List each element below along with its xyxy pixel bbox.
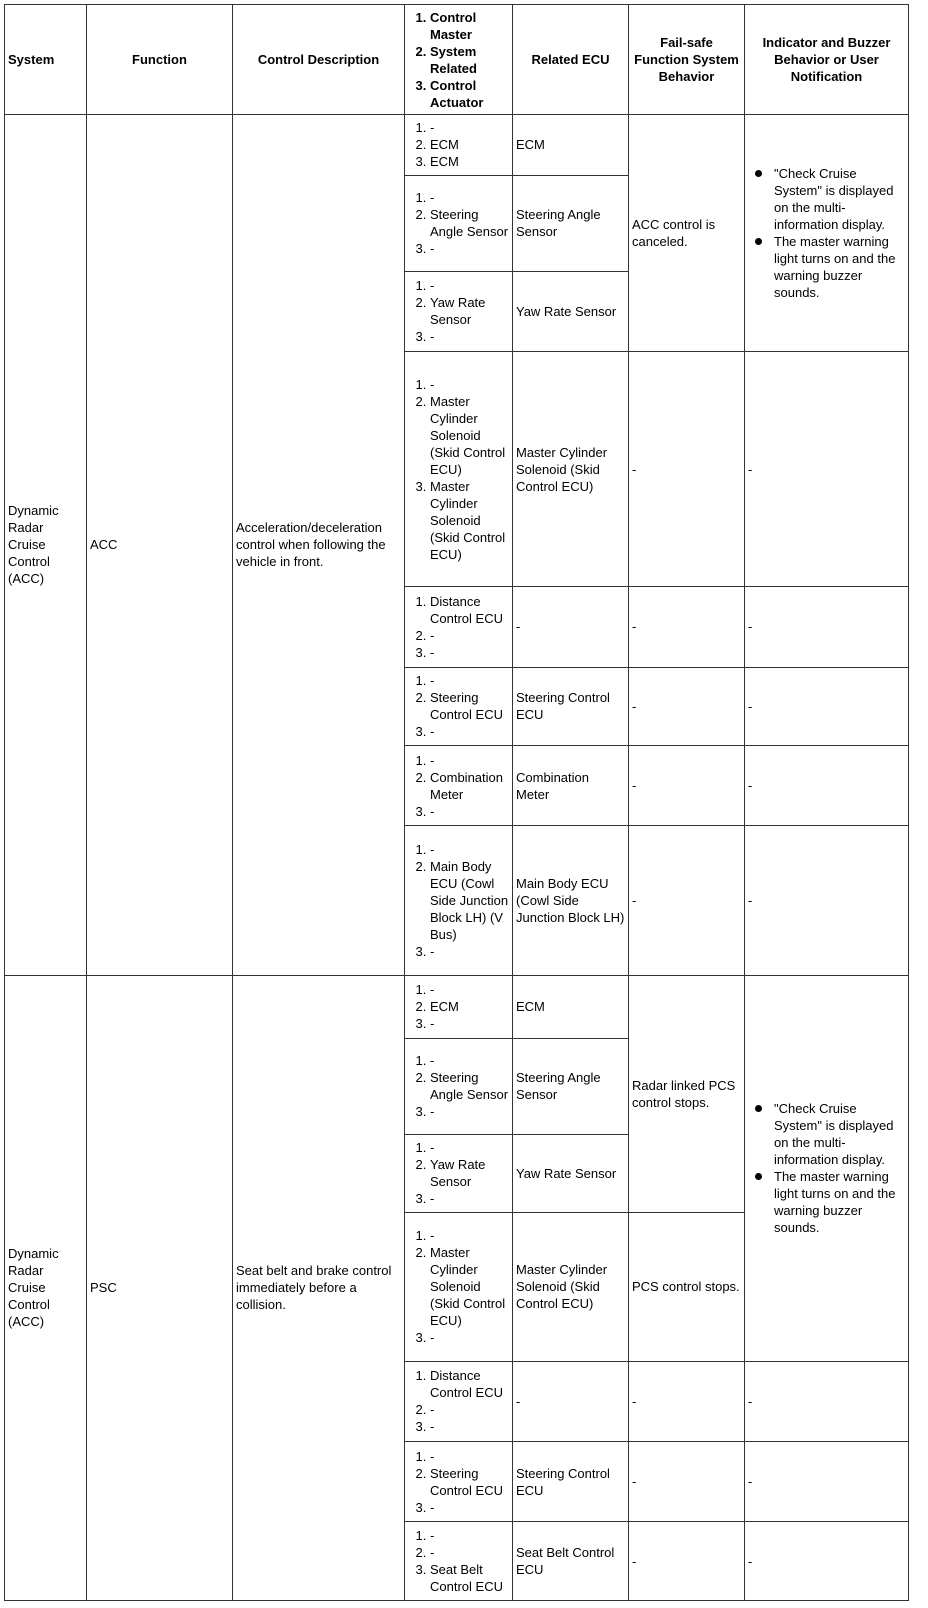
role-system-related: 2. - <box>430 1401 509 1418</box>
roles-cell <box>405 1134 513 1212</box>
indicator-list <box>748 165 905 301</box>
role-system-related: 2. Steering Control ECU <box>430 1465 509 1499</box>
system-cell: Dynamic Radar Cruise Control (ACC) <box>5 975 87 1600</box>
role-control-actuator: 3. - <box>430 1190 509 1207</box>
related-ecu-cell: Yaw Rate Sensor <box>513 1134 629 1212</box>
role-control-master: 1. - <box>430 1052 509 1069</box>
roles-cell <box>405 587 513 667</box>
role-system-related: 2. Master Cylinder Solenoid (Skid Control ECU) <box>430 393 509 478</box>
role-control-master: 1. - <box>430 752 509 769</box>
roles-cell <box>405 826 513 976</box>
failsafe-cell: - <box>629 352 745 587</box>
roles-list <box>408 1367 509 1435</box>
header-role-control-actuator: 3. Control Actuator <box>430 77 509 111</box>
role-control-master: 1. - <box>430 1448 509 1465</box>
role-system-related: 2. ECM <box>430 136 509 153</box>
role-system-related: 2. ECM <box>430 998 509 1015</box>
roles-list <box>408 277 509 345</box>
role-control-master: 1. - <box>430 981 509 998</box>
role-control-actuator: 3. - <box>430 803 509 820</box>
indicator-cell: - <box>745 667 909 745</box>
header-row <box>5 5 909 115</box>
function-cell: PSC <box>87 975 233 1600</box>
related-ecu-cell: - <box>513 587 629 667</box>
indicator-cell: - <box>745 826 909 976</box>
roles-cell <box>405 352 513 587</box>
related-ecu-cell: Master Cylinder Solenoid (Skid Control ECU) <box>513 1213 629 1361</box>
related-ecu-cell: ECM <box>513 975 629 1038</box>
roles-list <box>408 189 509 257</box>
related-ecu-cell: Steering Control ECU <box>513 1442 629 1522</box>
role-control-master: 1. - <box>430 672 509 689</box>
header-control-description: Control Description <box>233 5 405 115</box>
header-roles-list <box>408 9 509 111</box>
system-function-table <box>4 4 909 1601</box>
role-control-actuator: 3. - <box>430 328 509 345</box>
function-cell: ACC <box>87 115 233 976</box>
indicator-cell: - <box>745 1361 909 1441</box>
role-system-related: 2. Main Body ECU (Cowl Side Junction Block LH) (V Bus) <box>430 858 509 943</box>
indicator-item: The master warning light turns on and the warning buzzer sounds. <box>774 233 905 301</box>
indicator-item: "Check Cruise System" is displayed on the multi-information display. <box>774 1100 905 1168</box>
role-control-actuator: 3. - <box>430 1499 509 1516</box>
failsafe-cell: - <box>629 1522 745 1601</box>
role-control-master: 1. - <box>430 1227 509 1244</box>
role-system-related: 2. Yaw Rate Sensor <box>430 294 509 328</box>
role-system-related: 2. Master Cylinder Solenoid (Skid Control ECU) <box>430 1244 509 1329</box>
failsafe-cell: - <box>629 746 745 826</box>
indicator-item: "Check Cruise System" is displayed on the multi-information display. <box>774 165 905 233</box>
role-control-actuator: 3. Master Cylinder Solenoid (Skid Control ECU) <box>430 478 509 563</box>
role-control-master: 1. - <box>430 376 509 393</box>
role-control-master: 1. - <box>430 841 509 858</box>
role-control-actuator: 3. Seat Belt Control ECU <box>430 1561 509 1595</box>
header-roles <box>405 5 513 115</box>
roles-list <box>408 376 509 563</box>
roles-list <box>408 1448 509 1516</box>
roles-cell <box>405 175 513 271</box>
roles-cell <box>405 975 513 1038</box>
role-system-related: 2. - <box>430 627 509 644</box>
header-system: System <box>5 5 87 115</box>
header-indicator: Indicator and Buzzer Behavior or User Notification <box>745 5 909 115</box>
indicator-cell: - <box>745 352 909 587</box>
related-ecu-cell: Combination Meter <box>513 746 629 826</box>
description-cell: Acceleration/deceleration control when following the vehicle in front. <box>233 115 405 976</box>
related-ecu-cell: Yaw Rate Sensor <box>513 271 629 351</box>
roles-list <box>408 1052 509 1120</box>
role-control-actuator: 3. - <box>430 1329 509 1346</box>
role-system-related: 2. Yaw Rate Sensor <box>430 1156 509 1190</box>
related-ecu-cell: Main Body ECU (Cowl Side Junction Block LH) <box>513 826 629 976</box>
indicator-cell: - <box>745 1442 909 1522</box>
indicator-cell: - <box>745 746 909 826</box>
failsafe-cell: - <box>629 667 745 745</box>
role-system-related: 2. Steering Angle Sensor <box>430 206 509 240</box>
role-control-master: 1. - <box>430 277 509 294</box>
table-row <box>5 975 909 1038</box>
header-failsafe: Fail-safe Function System Behavior <box>629 5 745 115</box>
role-control-actuator: 3. ECM <box>430 153 509 170</box>
roles-list <box>408 841 509 960</box>
indicator-cell: - <box>745 587 909 667</box>
role-control-actuator: 3. - <box>430 644 509 661</box>
roles-cell <box>405 1213 513 1361</box>
roles-list <box>408 752 509 820</box>
role-control-master: 1. - <box>430 189 509 206</box>
role-control-master: 1. - <box>430 1139 509 1156</box>
roles-cell <box>405 746 513 826</box>
header-role-control-master: 1. Control Master <box>430 9 509 43</box>
role-control-actuator: 3. - <box>430 723 509 740</box>
role-system-related: 2. - <box>430 1544 509 1561</box>
indicator-list <box>748 1100 905 1236</box>
role-control-master: 1. - <box>430 119 509 136</box>
related-ecu-cell: Steering Control ECU <box>513 667 629 745</box>
failsafe-cell: - <box>629 1442 745 1522</box>
role-control-actuator: 3. - <box>430 1418 509 1435</box>
header-role-system-related: 2. System Related <box>430 43 509 77</box>
role-control-master: 1. Distance Control ECU <box>430 593 509 627</box>
roles-cell <box>405 1522 513 1601</box>
description-cell: Seat belt and brake control immediately before a collision. <box>233 975 405 1600</box>
indicator-cell: - <box>745 1522 909 1601</box>
related-ecu-cell: Steering Angle Sensor <box>513 1038 629 1134</box>
roles-cell <box>405 271 513 351</box>
roles-list <box>408 119 509 170</box>
header-function: Function <box>87 5 233 115</box>
failsafe-cell: PCS control stops. <box>629 1213 745 1361</box>
role-system-related: 2. Steering Angle Sensor <box>430 1069 509 1103</box>
roles-list <box>408 1227 509 1346</box>
related-ecu-cell: Master Cylinder Solenoid (Skid Control ECU) <box>513 352 629 587</box>
failsafe-cell: - <box>629 826 745 976</box>
roles-cell <box>405 1361 513 1441</box>
roles-list <box>408 672 509 740</box>
role-control-master: 1. - <box>430 1527 509 1544</box>
roles-cell <box>405 1038 513 1134</box>
table-row <box>5 115 909 176</box>
system-cell: Dynamic Radar Cruise Control (ACC) <box>5 115 87 976</box>
related-ecu-cell: Steering Angle Sensor <box>513 175 629 271</box>
roles-list <box>408 981 509 1032</box>
roles-list <box>408 1139 509 1207</box>
roles-cell <box>405 667 513 745</box>
role-system-related: 2. Steering Control ECU <box>430 689 509 723</box>
roles-list <box>408 1527 509 1595</box>
role-control-actuator: 3. - <box>430 1103 509 1120</box>
related-ecu-cell: - <box>513 1361 629 1441</box>
failsafe-cell: - <box>629 587 745 667</box>
failsafe-cell: Radar linked PCS control stops. <box>629 975 745 1212</box>
failsafe-cell: - <box>629 1361 745 1441</box>
role-control-master: 1. Distance Control ECU <box>430 1367 509 1401</box>
indicator-cell <box>745 115 909 352</box>
related-ecu-cell: Seat Belt Control ECU <box>513 1522 629 1601</box>
role-control-actuator: 3. - <box>430 1015 509 1032</box>
role-control-actuator: 3. - <box>430 943 509 960</box>
roles-cell <box>405 115 513 176</box>
roles-list <box>408 593 509 661</box>
role-system-related: 2. Combination Meter <box>430 769 509 803</box>
roles-cell <box>405 1442 513 1522</box>
indicator-cell <box>745 975 909 1361</box>
indicator-item: The master warning light turns on and the warning buzzer sounds. <box>774 1168 905 1236</box>
role-control-actuator: 3. - <box>430 240 509 257</box>
related-ecu-cell: ECM <box>513 115 629 176</box>
header-related-ecu: Related ECU <box>513 5 629 115</box>
failsafe-cell: ACC control is canceled. <box>629 115 745 352</box>
